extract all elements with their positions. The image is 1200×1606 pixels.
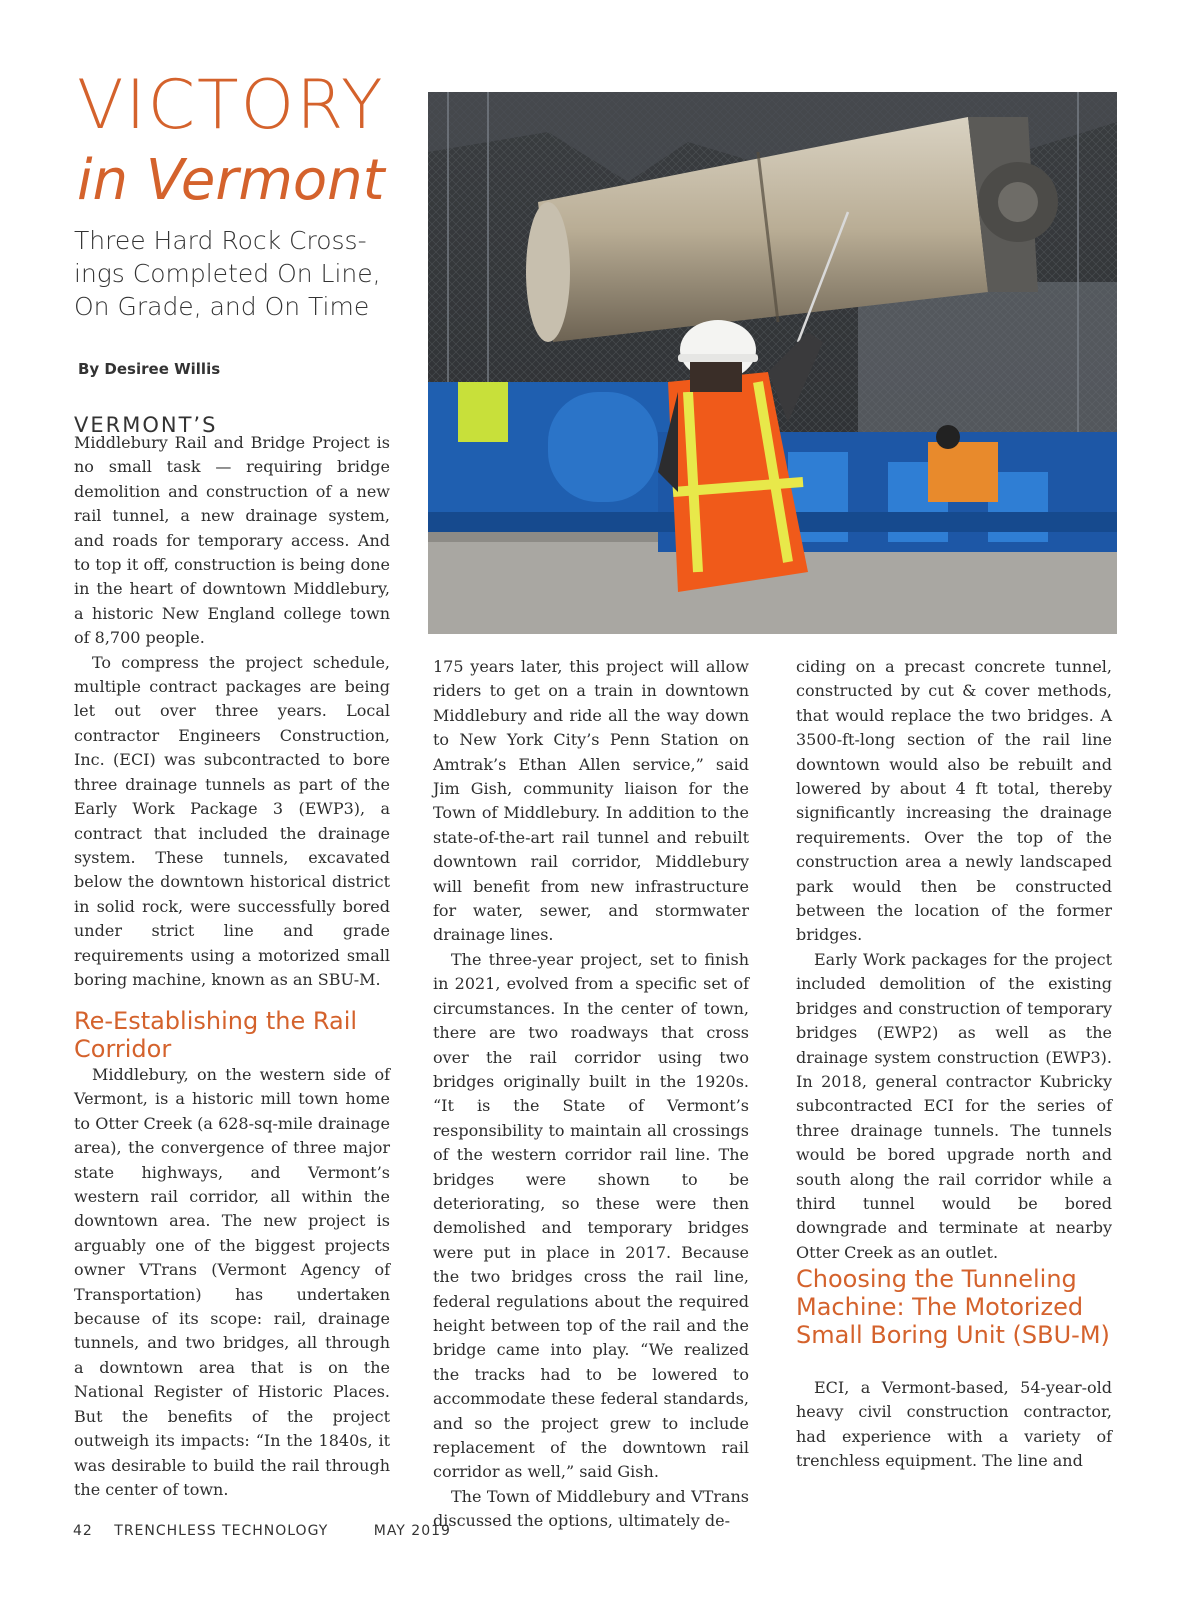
byline: By Desiree Willis	[78, 360, 221, 378]
photo-illustration	[428, 92, 1117, 634]
tunneling-machine-photo	[428, 92, 1117, 634]
paragraph: The Town of Middlebury and VTrans discussed the options, ultimately de-	[433, 1486, 749, 1531]
article-title: VICTORY	[77, 66, 385, 145]
paragraph: Middlebury Rail and Bridge Project is no small task — requiring bridge demolition and construction of a new rail tunnel, a new drainage system, and roads for temporary access. And to top it off, construction is being done in the heart of downtown Middlebury, a historic New England college town of 8,700 people.	[74, 433, 390, 648]
publication-name: TRENCHLESS TECHNOLOGY	[114, 1523, 329, 1539]
issue-date: MAY 2019	[373, 1523, 451, 1539]
page-footer	[73, 1523, 467, 1539]
paragraph: Middlebury, on the western side of Vermont, is a historic mill town home to Otter Creek (a 628-sq-mile drainage area), the convergence of three major state highways, and Vermont’s western rail corridor, all within the downtown area. The new project is arguably one of the biggest projects owner VTrans (Vermont Agency of Transportation) has undertaken because of its scope: rail, drainage tunnels, and two bridges, all through a downtown area that is on the National Register of Historic Places. But the benefits of the project outweigh its impacts: “In the 1840s, it was desirable to build the rail through the center of town.	[74, 1065, 390, 1499]
column-3-bottom	[796, 1376, 1112, 1474]
paragraph: ECI, a Vermont-based, 54-year-old heavy civil construction contractor, had experience with a variety of trenchless equipment. The line and	[796, 1378, 1112, 1471]
lead-word: VERMONT’S	[74, 413, 218, 437]
paragraph: The three-year project, set to finish in 2021, evolved from a specific set of circumstances. In the center of town, there are two roadways that cross over the rail corridor using two bridges originally built in the 1920s. “It is the State of Vermont’s responsibility to maintain all crossings of the western corridor rail line. The bridges were shown to be deteriorating, so these were then demolished and temporary bridges were put in place in 2017. Because the two bridges cross the rail line, federal regulations about the required height between top of the rail and the bridge came into play. “We realized the tracks had to be lowered to accommodate these federal standards, and so the project grew to include replacement of the downtown rail corridor as well,” said Gish.	[433, 949, 749, 1482]
paragraph: ciding on a precast concrete tunnel, constructed by cut & cover methods, that would replace the two bridges. A 3500-ft-long section of the rail line downtown would also be rebuilt and lowered by about 4 ft total, thereby significantly increasing the drainage requirements. Over the top of the construction area a newly landscaped park would then be constructed between the location of the former bridges.	[796, 657, 1112, 945]
article-subtitle: Three Hard Rock Cross-ings Completed On Line, On Grade, and On Time	[74, 226, 381, 321]
column-1-top	[74, 431, 390, 992]
paragraph: Early Work packages for the project included demolition of the existing bridges and construction of temporary bridges (EWP2) as well as the drainage system construction (EWP3). In 2018, general contractor Kubricky subcontracted ECI for the series of three drainage tunnels. The tunnels would be bored upgrade north and south along the rail corridor while a third tunnel would be bored downgrade and terminate at nearby Otter Creek as an outlet.	[796, 949, 1112, 1262]
column-3-top	[796, 655, 1112, 1265]
section-heading: Re-Establishing the Rail Corridor	[74, 1007, 358, 1063]
column-2	[433, 655, 749, 1534]
page-number: 42	[73, 1523, 93, 1539]
article-title-line2: in Vermont	[77, 148, 385, 213]
column-1-bottom	[74, 1063, 390, 1502]
paragraph: To compress the project schedule, multiple contract packages are being let out over three years. Local contractor Engineers Construction, Inc. (ECI) was subcontracted to bore three drainage tunnels as part of the Early Work Package 3 (EWP3), a contract that included the drainage system. These tunnels, excavated below the downtown historical district in solid rock, were successfully bored under strict line and grade requirements using a motorized small boring machine, known as an SBU-M.	[74, 652, 390, 989]
section-heading: Choosing the Tunneling Machine: The Motorized Small Boring Unit (SBU-M)	[796, 1265, 1110, 1349]
paragraph: 175 years later, this project will allow riders to get on a train in downtown Middlebury and ride all the way down to New York City’s Penn Station on Amtrak’s Ethan Allen service,” said Jim Gish, community liaison for the Town of Middlebury. In addition to the state-of-the-art rail tunnel and rebuilt downtown rail corridor, Middlebury will benefit from new infrastructure for water, sewer, and stormwater drainage lines.	[433, 657, 749, 945]
